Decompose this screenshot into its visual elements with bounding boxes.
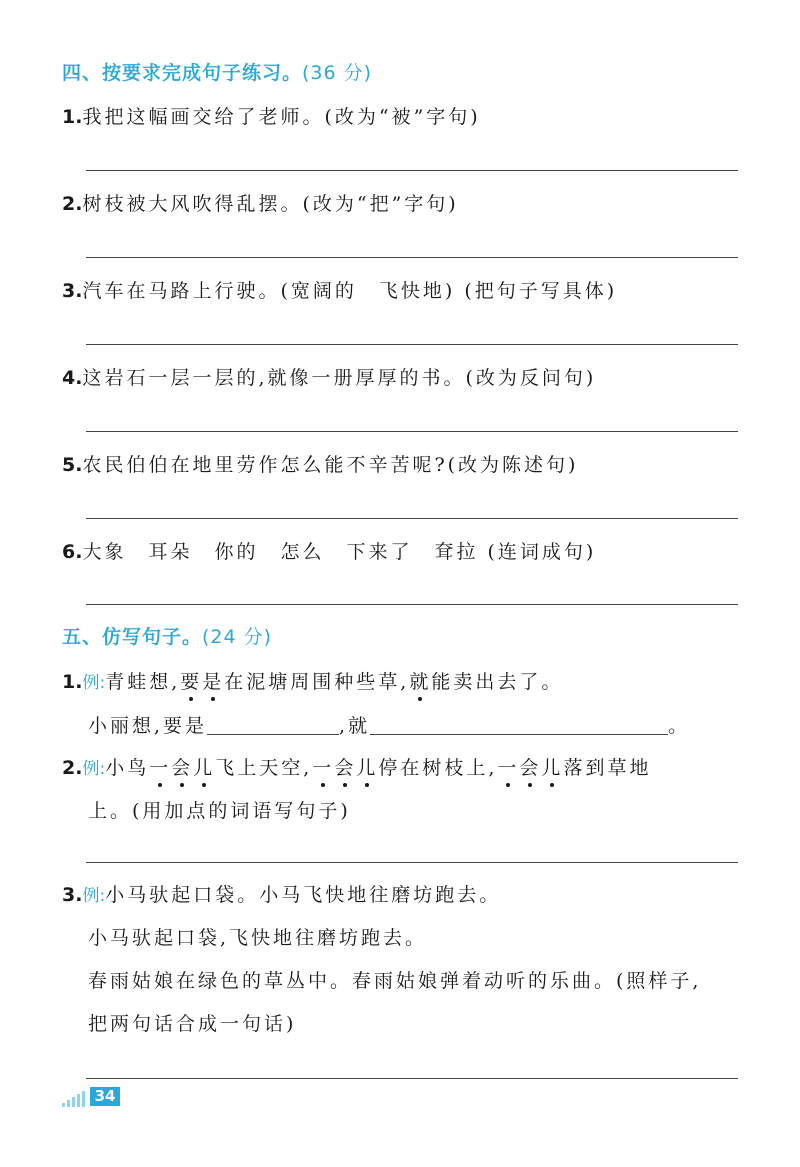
question-5-2 [62,753,651,780]
question-number: 1. [62,106,83,128]
question-text: 农民伯伯在地里劳作怎么能不辛苦呢?(改为陈述句) [82,454,579,476]
answer-line-4-2[interactable] [86,257,738,258]
question-4-6 [62,537,596,564]
question-4-4 [62,363,596,390]
dotted-char: 会 [171,753,193,780]
question-number: 1. [62,671,83,693]
question-text: 大象 耳朵 你的 怎么 下来了 耷拉 (连词成句) [82,541,597,563]
example-text: 停在树枝上, [378,757,498,779]
question-number: 5. [62,454,83,476]
dotted-char: 是 [202,667,224,694]
question-5-3 [62,880,501,907]
section-5-title [62,622,272,649]
example-text: 能卖出去了。 [431,671,564,693]
dotted-char: 儿 [541,753,563,780]
dotted-char: 一 [312,753,334,780]
section-4-title-text: 四、按要求完成句子练习。 [62,62,303,84]
answer-line-4-1[interactable] [86,170,738,171]
section-4-score: (36 分) [302,62,373,84]
task-line-2: 把两句话合成一句话) [88,1013,297,1035]
section-5-title-text: 五、仿写句子。 [62,626,203,648]
answer-line-5-3[interactable] [86,1078,738,1079]
example-text: 小马驮起口袋。小马飞快地往磨坊跑去。 [105,884,502,906]
answer-line-4-3[interactable] [86,344,738,345]
dotted-char: 一 [497,753,519,780]
example-label: 例: [82,886,106,906]
question-4-3 [62,276,617,303]
answer-line-4-6[interactable] [86,604,738,605]
fill-blank-2[interactable] [370,720,668,735]
question-4-2 [62,189,459,216]
question-number: 2. [62,193,83,215]
question-number: 3. [62,884,83,906]
answer-line-4-5[interactable] [86,518,738,519]
question-text: 我把这幅画交给了老师。(改为“被”字句) [82,106,481,128]
dotted-char: 会 [519,753,541,780]
answer-line-5-2[interactable] [86,862,738,863]
example-text: 落到草地 [563,757,652,779]
example-text: 小鸟 [105,757,150,779]
bars-icon [60,1089,90,1107]
example-label: 例: [82,673,106,693]
dotted-char: 要 [180,667,202,694]
dotted-char: 会 [334,753,356,780]
question-number: 3. [62,280,83,302]
section-5-score: (24 分) [202,626,273,648]
dotted-char: 儿 [193,753,215,780]
dotted-char: 就 [409,667,431,694]
dotted-char: 一 [149,753,171,780]
example-text: 青蛙想, [105,671,181,693]
question-4-5 [62,450,578,477]
question-text: 这岩石一层一层的,就像一册厚厚的书。(改为反问句) [82,367,597,389]
page-number: 34 [90,1087,120,1106]
task-line-1: 春雨姑娘在绿色的草丛中。春雨姑娘弹着动听的乐曲。(照样子, [88,970,702,992]
practice-text: 。 [668,715,691,737]
example-text: 飞上天空, [215,757,313,779]
section-4-title [62,58,372,85]
question-text: 汽车在马路上行驶。(宽阔的 飞快地) (把句子写具体) [82,280,618,302]
question-number: 6. [62,541,83,563]
question-5-1 [62,667,563,694]
question-number: 4. [62,367,83,389]
example-label: 例: [82,759,106,779]
example-text: 在泥塘周围种些草, [224,671,410,693]
practice-text: ,就 [339,715,371,737]
practice-text: 小丽想,要是 [88,715,208,737]
question-5-2-continued: 上。(用加点的词语写句子) [88,800,351,822]
combined-example: 小马驮起口袋,飞快地往磨坊跑去。 [88,927,428,949]
practice-line-5-1 [88,711,690,738]
answer-line-4-4[interactable] [86,431,738,432]
question-4-1 [62,102,481,129]
question-text: 树枝被大风吹得乱摆。(改为“把”字句) [82,193,459,215]
question-number: 2. [62,757,83,779]
dotted-char: 儿 [356,753,378,780]
fill-blank-1[interactable] [207,720,339,735]
